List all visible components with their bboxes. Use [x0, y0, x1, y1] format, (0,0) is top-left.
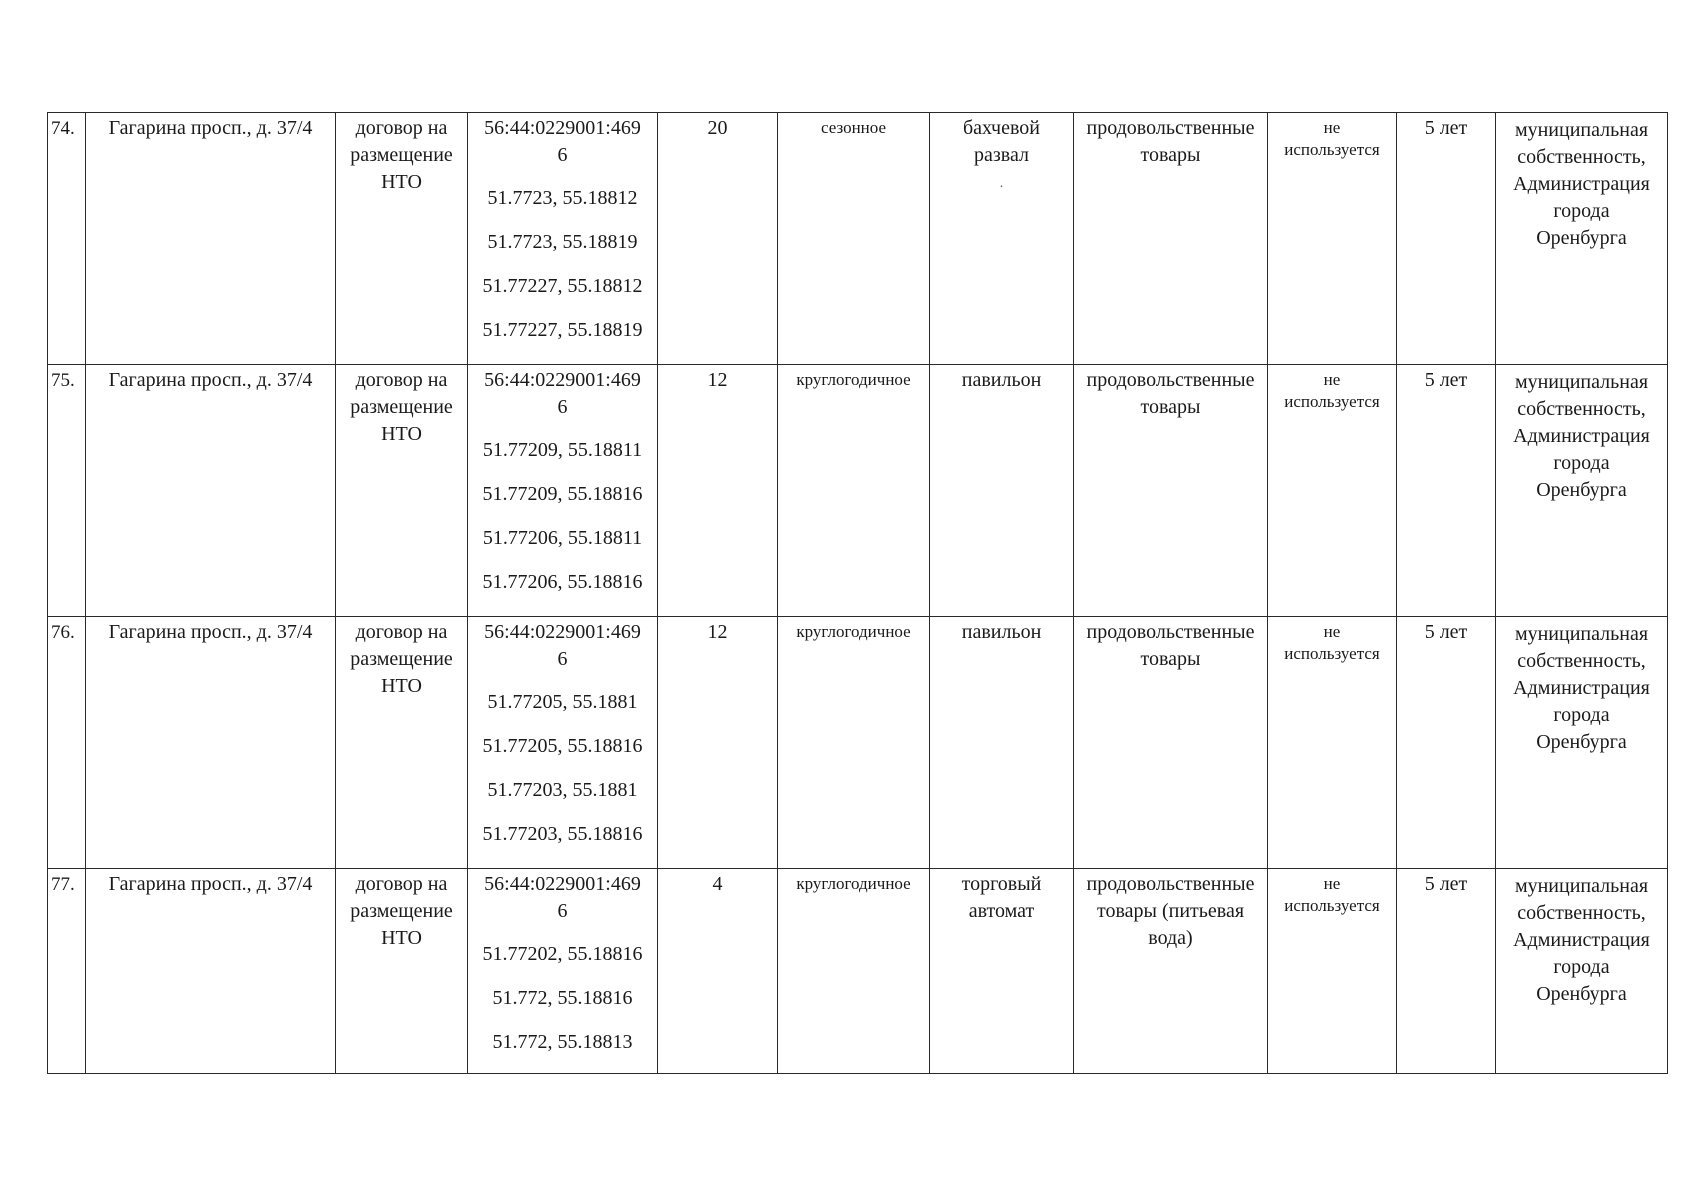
specialization-line: товары: [1140, 396, 1201, 418]
owner-line: города: [1553, 704, 1610, 726]
coordinate-point: 51.77203, 55.18816: [482, 823, 643, 845]
coordinate-point: 51.77209, 55.18816: [482, 483, 643, 505]
basis-line: НТО: [381, 927, 422, 949]
owner-line: собственность,: [1517, 902, 1646, 924]
coordinate-point: 51.77205, 55.1881: [487, 691, 638, 713]
object-type-line: бахчевой: [962, 117, 1040, 139]
row-number: 77.: [48, 869, 86, 1074]
coordinate-point: 51.77206, 55.18811: [482, 527, 643, 549]
basis-line: размещение: [350, 144, 453, 166]
period-cell: сезонное: [778, 113, 930, 365]
specialization-cell: [1074, 869, 1268, 1074]
object-type-line: павильон: [961, 621, 1042, 643]
usage-line: не: [1323, 370, 1341, 389]
owner-cell: [1496, 869, 1668, 1074]
specialization-cell: [1074, 365, 1268, 617]
specialization-line: продовольственные: [1086, 117, 1255, 139]
owner-line: муниципальная: [1514, 875, 1649, 897]
coordinate-point: 51.772, 55.18813: [492, 1031, 633, 1053]
table-row: [48, 617, 1668, 869]
owner-line: города: [1553, 452, 1610, 474]
cadastral-number: 56:44:0229001:469: [484, 369, 641, 391]
usage-cell: [1268, 869, 1397, 1074]
owner-line: Администрация: [1513, 425, 1650, 447]
usage-line: не: [1323, 622, 1341, 641]
term-cell: 5 лет: [1397, 365, 1496, 617]
cadastral-number: 56:44:0229001:469: [484, 621, 641, 643]
area-cell: 12: [658, 617, 778, 869]
nto-registry-table: [47, 112, 1668, 1074]
owner-line: собственность,: [1517, 650, 1646, 672]
owner-line: муниципальная: [1514, 371, 1649, 393]
owner-cell: [1496, 617, 1668, 869]
basis-cell: [336, 113, 468, 365]
owner-line: Администрация: [1513, 929, 1650, 951]
cadastral-number-suffix: 6: [557, 144, 568, 166]
coordinates-cell: [468, 365, 658, 617]
coordinate-point: 51.77205, 55.18816: [482, 735, 643, 757]
coordinates-cell: [468, 617, 658, 869]
usage-line: используется: [1284, 896, 1380, 915]
owner-line: муниципальная: [1514, 119, 1649, 141]
owner-line: Оренбурга: [1536, 731, 1627, 753]
specialization-line: вода): [1148, 927, 1193, 949]
coordinate-point: 51.77227, 55.18812: [482, 275, 643, 297]
coordinate-point: 51.7723, 55.18819: [487, 231, 638, 253]
cadastral-number: 56:44:0229001:469: [484, 117, 641, 139]
scan-dot-mark: .: [999, 176, 1004, 191]
owner-line: Оренбурга: [1536, 983, 1627, 1005]
specialization-line: товары (питьевая: [1096, 900, 1245, 922]
area-cell: 4: [658, 869, 778, 1074]
coordinate-point: 51.77227, 55.18819: [482, 319, 643, 341]
period-cell: круглогодичное: [778, 617, 930, 869]
owner-line: Оренбурга: [1536, 479, 1627, 501]
usage-line: не: [1323, 118, 1341, 137]
owner-line: муниципальная: [1514, 623, 1649, 645]
basis-line: договор на: [355, 873, 448, 895]
specialization-line: товары: [1140, 144, 1201, 166]
usage-cell: [1268, 365, 1397, 617]
cadastral-number-suffix: 6: [557, 900, 568, 922]
basis-line: размещение: [350, 648, 453, 670]
period-cell: круглогодичное: [778, 869, 930, 1074]
owner-line: Оренбурга: [1536, 227, 1627, 249]
owner-line: города: [1553, 956, 1610, 978]
object-type-line: павильон: [961, 369, 1042, 391]
period-cell: круглогодичное: [778, 365, 930, 617]
term-cell: 5 лет: [1397, 617, 1496, 869]
basis-cell: [336, 617, 468, 869]
table-row: [48, 113, 1668, 365]
specialization-line: продовольственные: [1086, 621, 1255, 643]
object-type-cell: [930, 869, 1074, 1074]
table-row: [48, 869, 1668, 1074]
coordinates-cell: [468, 869, 658, 1074]
coordinate-point: 51.77206, 55.18816: [482, 571, 643, 593]
address-cell: Гагарина просп., д. 37/4: [86, 869, 336, 1074]
coordinate-point: 51.772, 55.18816: [492, 987, 633, 1009]
usage-line: не: [1323, 874, 1341, 893]
cadastral-number-suffix: 6: [557, 648, 568, 670]
object-type-cell: [930, 617, 1074, 869]
basis-line: договор на: [355, 621, 448, 643]
specialization-line: товары: [1140, 648, 1201, 670]
coordinate-point: 51.77202, 55.18816: [482, 943, 643, 965]
area-cell: 12: [658, 365, 778, 617]
specialization-line: продовольственные: [1086, 369, 1255, 391]
row-number: 74.: [48, 113, 86, 365]
owner-line: Администрация: [1513, 173, 1650, 195]
cadastral-number: 56:44:0229001:469: [484, 873, 641, 895]
term-cell: 5 лет: [1397, 113, 1496, 365]
basis-cell: [336, 869, 468, 1074]
owner-line: города: [1553, 200, 1610, 222]
basis-line: договор на: [355, 369, 448, 391]
area-cell: 20: [658, 113, 778, 365]
address-cell: Гагарина просп., д. 37/4: [86, 617, 336, 869]
address-cell: Гагарина просп., д. 37/4: [86, 365, 336, 617]
owner-cell: [1496, 113, 1668, 365]
owner-line: собственность,: [1517, 146, 1646, 168]
coordinate-point: 51.7723, 55.18812: [487, 187, 638, 209]
usage-cell: [1268, 113, 1397, 365]
basis-line: НТО: [381, 423, 422, 445]
owner-cell: [1496, 365, 1668, 617]
basis-line: НТО: [381, 171, 422, 193]
basis-line: размещение: [350, 396, 453, 418]
specialization-cell: [1074, 113, 1268, 365]
row-number: 76.: [48, 617, 86, 869]
specialization-line: продовольственные: [1086, 873, 1255, 895]
object-type-line: торговый: [961, 873, 1042, 895]
object-type-line: автомат: [968, 900, 1035, 922]
basis-line: НТО: [381, 675, 422, 697]
usage-line: используется: [1284, 392, 1380, 411]
owner-line: Администрация: [1513, 677, 1650, 699]
usage-line: используется: [1284, 644, 1380, 663]
object-type-cell: [930, 365, 1074, 617]
coordinate-point: 51.77203, 55.1881: [487, 779, 638, 801]
owner-line: собственность,: [1517, 398, 1646, 420]
basis-line: договор на: [355, 117, 448, 139]
specialization-cell: [1074, 617, 1268, 869]
basis-line: размещение: [350, 900, 453, 922]
cadastral-number-suffix: 6: [557, 396, 568, 418]
object-type-cell: [930, 113, 1074, 365]
coordinate-point: 51.77209, 55.18811: [482, 439, 643, 461]
object-type-line: развал: [974, 144, 1029, 166]
usage-cell: [1268, 617, 1397, 869]
address-cell: Гагарина просп., д. 37/4: [86, 113, 336, 365]
row-number: 75.: [48, 365, 86, 617]
document-page: [47, 112, 1668, 1074]
table-row: [48, 365, 1668, 617]
basis-cell: [336, 365, 468, 617]
usage-line: используется: [1284, 140, 1380, 159]
coordinates-cell: [468, 113, 658, 365]
term-cell: 5 лет: [1397, 869, 1496, 1074]
